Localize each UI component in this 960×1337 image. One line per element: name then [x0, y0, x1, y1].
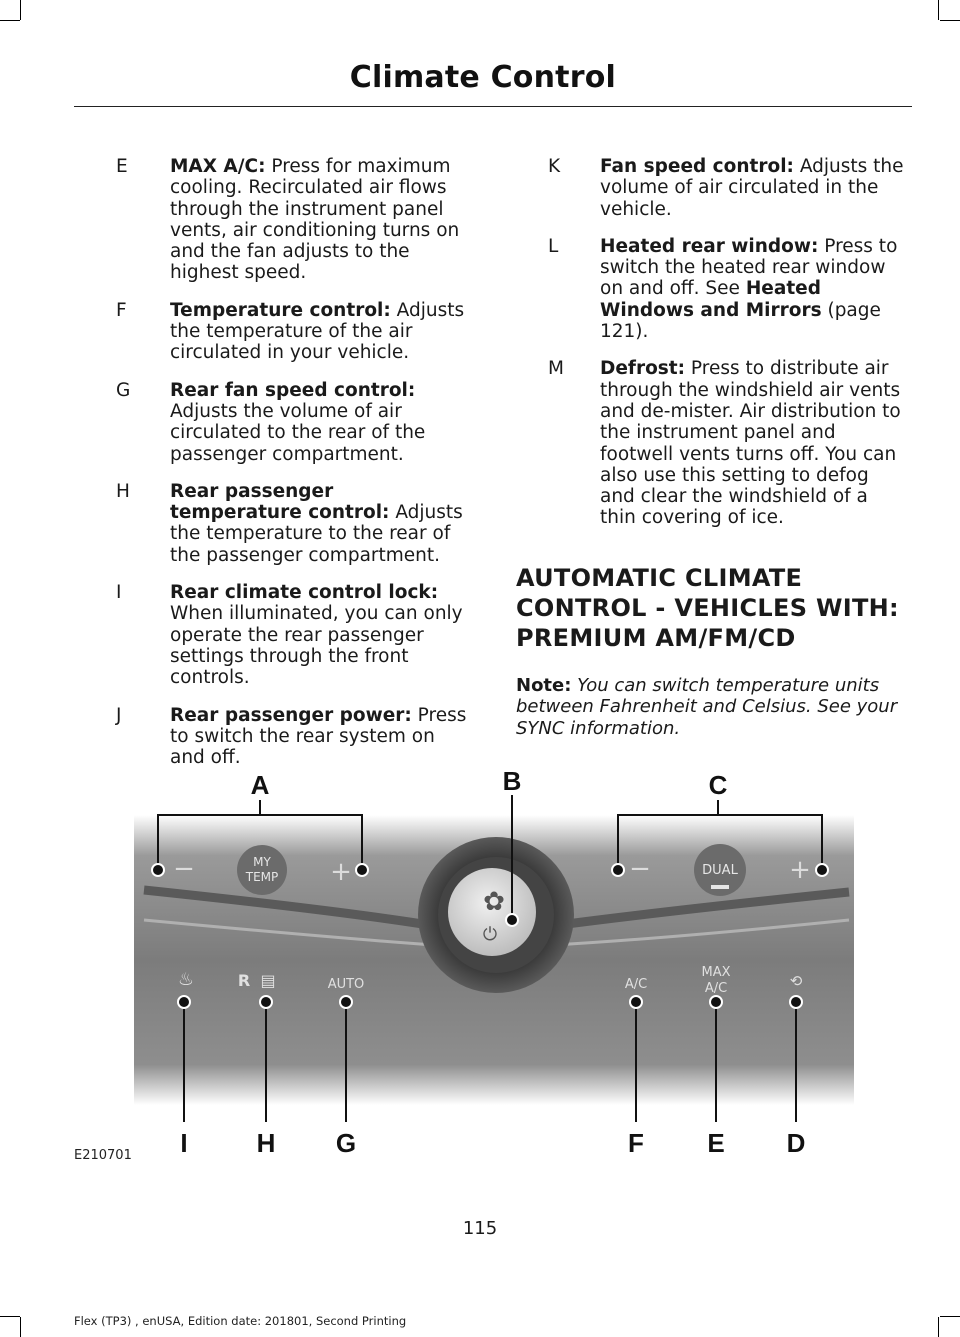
rear-defrost-icon: ▤: [260, 971, 276, 990]
left-plus-label: +: [330, 857, 352, 887]
legend-entry: [516, 236, 904, 342]
legend-letter: M: [548, 358, 564, 380]
crop-mark-br-h: [940, 1316, 960, 1317]
my-temp-label-line2: TEMP: [245, 870, 279, 884]
left-minus-label: −: [173, 854, 195, 884]
auto-label: AUTO: [327, 977, 365, 992]
legend-term: MAX A/C:: [170, 156, 266, 177]
cross-reference-link[interactable]: Heated Windows and Mirrors: [600, 278, 822, 321]
note: [516, 675, 904, 740]
legend-letter: E: [116, 156, 128, 177]
climate-control-figure: [134, 760, 854, 1165]
legend-term: Rear climate control lock:: [170, 582, 439, 604]
ac-label: A/C: [624, 977, 648, 992]
legend-term: Defrost:: [600, 358, 686, 380]
power-icon: ⏻: [482, 924, 498, 945]
climate-panel-illustration: [134, 760, 854, 1165]
callout-letter-h: H: [256, 1128, 276, 1158]
marker-i: [178, 996, 190, 1008]
right-plus-label: +: [789, 855, 811, 885]
max-ac-label-line2: A/C: [704, 981, 728, 996]
section-heading: [516, 563, 904, 653]
legend-text: Press for maximum cooling. Recirculated air flows through the instrument panel vents, air conditioning turns on and the fan adjusts to the highest speed.: [170, 156, 460, 284]
legend-text: Adjusts the volume of air circulated in the vehicle.: [600, 156, 904, 220]
legend-term: Heated rear window:: [600, 235, 819, 257]
legend-entry: [88, 300, 468, 364]
callout-letter-i: I: [180, 1128, 188, 1158]
legend-letter: G: [116, 379, 131, 401]
callout-letter-f: F: [628, 1128, 644, 1158]
marker-a-left: [152, 864, 164, 876]
dual-label: DUAL: [702, 863, 738, 878]
legend-entry: [88, 156, 468, 284]
callout-letter-d: D: [786, 1128, 806, 1158]
section-heading-line: AUTOMATIC CLIMATE: [516, 563, 803, 592]
legend-term: Rear passenger power:: [170, 704, 412, 726]
callout-letter-g: G: [335, 1128, 357, 1158]
marker-c-left: [612, 864, 624, 876]
callout-letter-a: A: [250, 770, 270, 800]
legend-term: Rear fan speed control:: [170, 379, 416, 401]
legend-letter: J: [116, 704, 122, 726]
legend-letter: K: [548, 156, 561, 177]
marker-c-right: [816, 864, 828, 876]
page-reference: (page 121).: [600, 299, 881, 343]
crop-mark-br-v: [938, 1317, 939, 1337]
legend-text: Adjusts the temperature of the air circulated in your vehicle.: [170, 299, 465, 364]
figure-id: E210701: [74, 1148, 132, 1163]
legend-entry: [88, 705, 468, 769]
note-label: Note:: [516, 674, 572, 696]
max-ac-label-line1: MAX: [701, 965, 731, 980]
legend-term: Fan speed control:: [600, 156, 794, 177]
crop-mark-tr-v: [938, 0, 939, 20]
page-number: 115: [462, 1218, 498, 1239]
crop-mark-bl-h: [0, 1316, 20, 1317]
recirculation-icon: ⟲: [789, 972, 803, 990]
section-heading-line: CONTROL - VEHICLES WITH:: [516, 593, 899, 622]
marker-g: [340, 996, 352, 1008]
footer-edition: Flex (TP3) , enUSA, Edition date: 201801, Second Printing: [74, 1314, 407, 1328]
right-column: [516, 156, 904, 739]
left-column: [88, 156, 468, 784]
crop-mark-tl-v: [20, 0, 21, 20]
legend-entry: [516, 358, 904, 528]
crop-mark-bl-v: [20, 1317, 21, 1337]
rear-r-label: R: [237, 971, 251, 990]
section-heading-line: PREMIUM AM/FM/CD: [516, 623, 796, 652]
dual-indicator: [711, 885, 729, 889]
marker-b: [506, 914, 518, 926]
callout-letter-b: B: [502, 766, 522, 796]
page-title: Climate Control: [349, 60, 616, 95]
crop-mark-tr-h: [940, 20, 960, 21]
callout-letter-e: E: [707, 1128, 725, 1158]
marker-h: [260, 996, 272, 1008]
title-rule: [74, 106, 912, 107]
legend-entry: [88, 380, 468, 465]
marker-f: [630, 996, 642, 1008]
legend-entry: [88, 481, 468, 566]
legend-text: Adjusts the volume of air circulated to the rear of the passenger compartment.: [170, 400, 426, 465]
legend-text: When illuminated, you can only operate the rear passenger settings through the front controls.: [170, 603, 463, 689]
legend-text: Adjusts the temperature to the rear of the passenger compartment.: [170, 502, 463, 566]
crop-mark-tl-h: [0, 20, 20, 21]
fan-icon: ✿: [483, 887, 505, 917]
marker-e: [710, 996, 722, 1008]
marker-a-right: [356, 864, 368, 876]
legend-entry: [88, 582, 468, 688]
legend-entry: [516, 156, 904, 220]
legend-letter: H: [116, 480, 130, 502]
callout-letter-c: C: [708, 770, 728, 800]
legend-text: Press to switch the heated rear window on and off. See: [600, 235, 898, 300]
my-temp-label-line1: MY: [253, 855, 271, 869]
legend-letter: I: [116, 582, 122, 604]
right-minus-label: −: [629, 854, 651, 884]
legend-letter: F: [116, 299, 127, 321]
legend-term: Temperature control:: [170, 299, 391, 321]
legend-text: Press to distribute air through the windshield air vents and de-mister. Air distribution to the instrument panel and footwell vents turns off. You can also use this setting to defog and clear the windshield of a thin covering of ice.: [600, 358, 901, 529]
legend-term: Rear passenger temperature control:: [170, 480, 390, 524]
legend-text: Press to switch the rear system on and off.: [170, 704, 467, 769]
marker-d: [790, 996, 802, 1008]
defrost-icon: ♨: [177, 969, 195, 990]
note-text: You can switch temperature units between Fahrenheit and Celsius. See your SYNC information.: [516, 674, 898, 739]
legend-letter: L: [548, 235, 559, 257]
